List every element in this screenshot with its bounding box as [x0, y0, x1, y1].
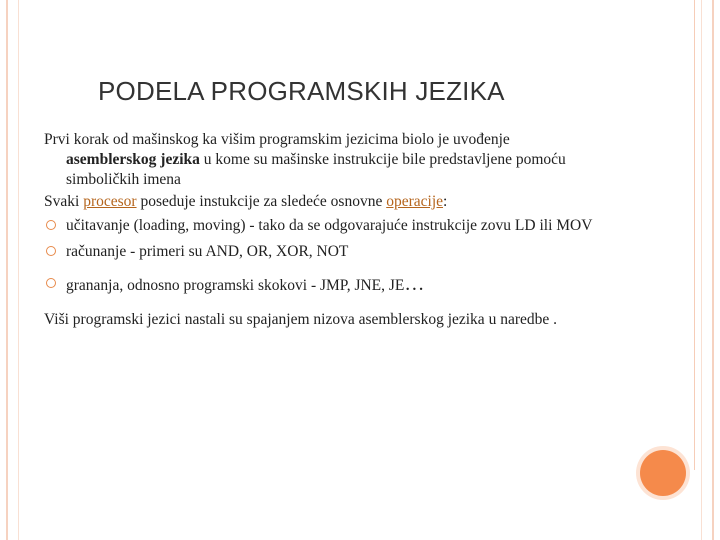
list-item-text: računanje - primeri su AND, OR, XOR, NOT [66, 243, 349, 260]
list-item-text: grananja, odnosno programski skokovi - JMP, JNE, JE [66, 277, 405, 294]
ops-pre: Svaki [44, 193, 84, 210]
intro-line-2-rest: u kome su mašinske instrukcije bile predstavljene pomoću [199, 151, 566, 168]
bullet-circle-icon [46, 278, 56, 288]
decorative-circle [640, 450, 686, 496]
decorative-line [694, 0, 695, 470]
slide-content [44, 130, 684, 330]
ellipsis: … [404, 273, 425, 295]
list-item [44, 274, 684, 300]
bullet-circle-icon [46, 246, 56, 256]
procesor-link[interactable]: procesor [83, 193, 137, 210]
list-item-text: učitavanje (loading, moving) - tako da se odgovarajuće instrukcije zovu LD ili MOV [66, 217, 593, 234]
intro-line-2 [44, 150, 684, 170]
ops-mid: poseduje instukcije za sledeće osnovne [136, 193, 387, 210]
operacije-link[interactable]: operacije [386, 193, 444, 210]
intro-line-3: simboličkih imena [66, 171, 181, 188]
list-item [44, 216, 684, 242]
paragraph-intro [44, 130, 684, 190]
ops-post: : [443, 193, 448, 210]
intro-bold-term: asemblerskog jezika [66, 151, 200, 168]
list-item [44, 242, 684, 268]
operations-list [44, 216, 684, 300]
paragraph-conclusion: Viši programski jezici nastali su spajanjem nizova asemblerskog jezika u naredbe . [44, 311, 557, 328]
paragraph-operations [44, 192, 684, 212]
slide-title: PODELA PROGRAMSKIH JEZIKA [98, 76, 505, 106]
bullet-circle-icon [46, 220, 56, 230]
intro-line-1: Prvi korak od mašinskog ka višim programskim jezicima biolo je uvođenje [44, 131, 510, 148]
